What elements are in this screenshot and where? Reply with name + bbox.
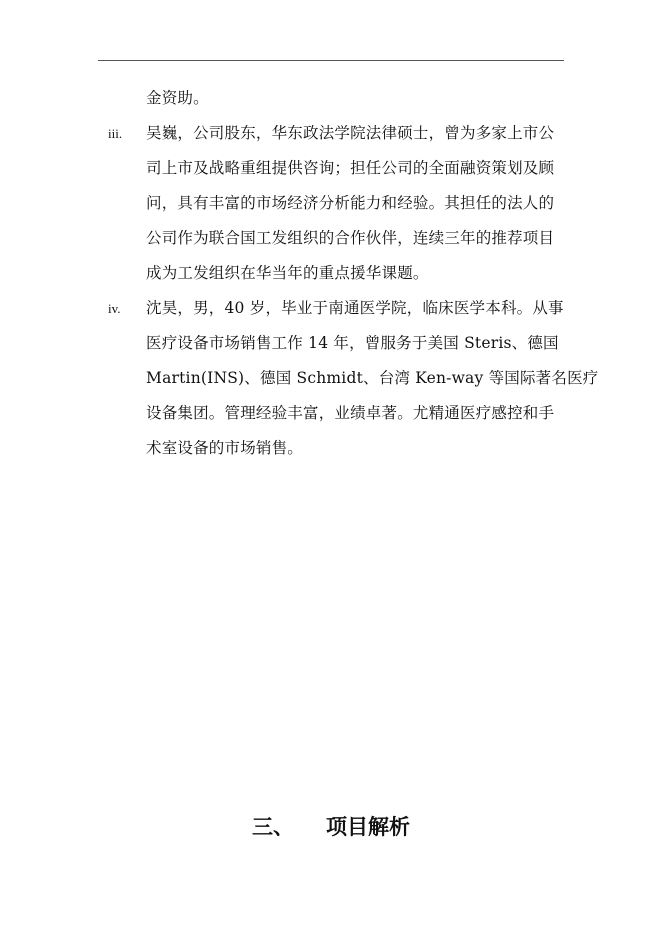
paragraph-line: 医疗设备市场销售工作 14 年，曾服务于美国 Steris、德国 [146,334,559,352]
paragraph-line: 设备集团。管理经验丰富，业绩卓著。尤精通医疗感控和手 [146,404,555,422]
paragraph-line: Martin(INS)、德国 Schmidt、台湾 Ken-way 等国际著名医疗 [146,369,599,387]
list-marker: iii. [108,126,123,141]
paragraph-line: 成为工发组织在华当年的重点援华课题。 [146,264,429,282]
list-marker: iv. [108,301,121,316]
section-heading [0,814,662,840]
paragraph-line: 沈昊，男，40 岁，毕业于南通医学院，临床医学本科。从事 [146,299,564,317]
paragraph-line: 吴巍，公司股东，华东政法学院法律硕士，曾为多家上市公 [146,124,555,142]
header-rule [98,60,564,61]
paragraph-line: 公司作为联合国工发组织的合作伙伴，连续三年的推荐项目 [146,229,555,247]
section-number: 三、 [252,815,294,839]
section-title: 项目解析 [326,815,410,839]
paragraph-line: 问，具有丰富的市场经济分析能力和经验。其担任的法人的 [146,194,555,212]
paragraph-line: 术室设备的市场销售。 [146,439,304,457]
paragraph-line: 司上市及战略重组提供咨询；担任公司的全面融资策划及顾 [146,159,555,177]
paragraph-line: 金资助。 [146,89,209,107]
